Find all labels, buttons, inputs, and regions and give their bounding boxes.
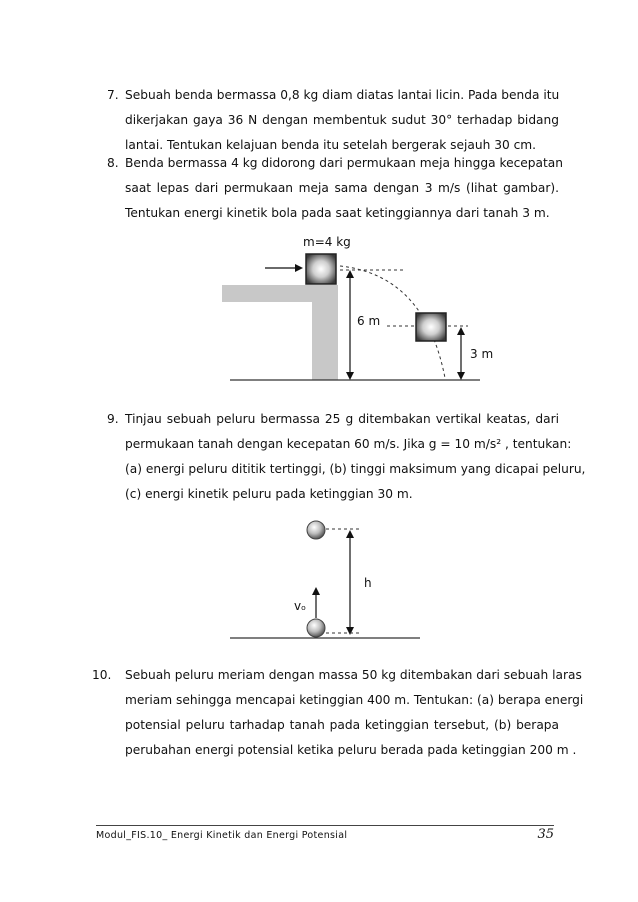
- block-top: [306, 254, 336, 284]
- vertical-launch-figure: [220, 510, 430, 654]
- question-line: dikerjakan gaya 36 N dengan membentuk sudut 30° terhadap bidang: [125, 113, 559, 127]
- question-line: Sebuah peluru meriam dengan massa 50 kg ditembakan dari sebuah laras: [125, 668, 582, 682]
- v0-label: vₒ: [294, 599, 307, 613]
- height-3m-label: 3 m: [470, 347, 494, 361]
- question-8: [107, 151, 563, 226]
- question-line: lantai. Tentukan kelajuan benda itu setelah bergerak sejauh 30 cm.: [125, 138, 537, 152]
- question-10: [92, 663, 584, 763]
- question-line: (a) energi peluru dititik tertinggi, (b) tinggi maksimum yang dicapai peluru,: [125, 462, 586, 476]
- question-9: [107, 407, 586, 507]
- question-number: 10.: [92, 668, 112, 682]
- question-line: potensial peluru tarhadap tanah pada ketinggian tersebut, (b) berapa: [125, 718, 559, 732]
- table-shape: [222, 285, 338, 380]
- page-number: 35: [537, 827, 554, 842]
- page-footer: [96, 825, 554, 848]
- question-line: perubahan energi potensial ketika peluru berada pada ketinggian 200 m .: [125, 743, 577, 757]
- question-number: 7.: [107, 88, 119, 102]
- question-number: 9.: [107, 412, 119, 426]
- ball-bottom: [307, 619, 325, 637]
- height-6m-label: 6 m: [357, 314, 381, 328]
- question-line: (c) energi kinetik peluru pada ketinggian 30 m.: [125, 487, 413, 501]
- table-projectile-figure: [200, 230, 500, 394]
- h-label: h: [364, 576, 372, 590]
- push-arrow: [295, 264, 303, 272]
- question-line: Tinjau sebuah peluru bermassa 25 g ditembakan vertikal keatas, dari: [125, 412, 559, 426]
- block-lower: [416, 313, 446, 341]
- question-line: Benda bermassa 4 kg didorong dari permukaan meja hingga kecepatan: [125, 156, 563, 170]
- question-line: Sebuah benda bermassa 0,8 kg diam diatas lantai licin. Pada benda itu: [125, 88, 560, 102]
- footer-title: Modul_FIS.10_ Energi Kinetik dan Energi Potensial: [96, 830, 348, 841]
- question-line: permukaan tanah dengan kecepatan 60 m/s. Jika g = 10 m/s² , tentukan:: [125, 437, 572, 451]
- ball-top: [307, 521, 325, 539]
- question-line: Tentukan energi kinetik bola pada saat ketinggiannya dari tanah 3 m.: [125, 206, 550, 220]
- mass-label: m=4 kg: [303, 235, 351, 249]
- question-line: saat lepas dari permukaan meja sama dengan 3 m/s (lihat gambar).: [125, 181, 559, 195]
- question-line: meriam sehingga mencapai ketinggian 400 m. Tentukan: (a) berapa energi: [125, 693, 584, 707]
- question-7: [107, 83, 559, 158]
- question-number: 8.: [107, 156, 119, 170]
